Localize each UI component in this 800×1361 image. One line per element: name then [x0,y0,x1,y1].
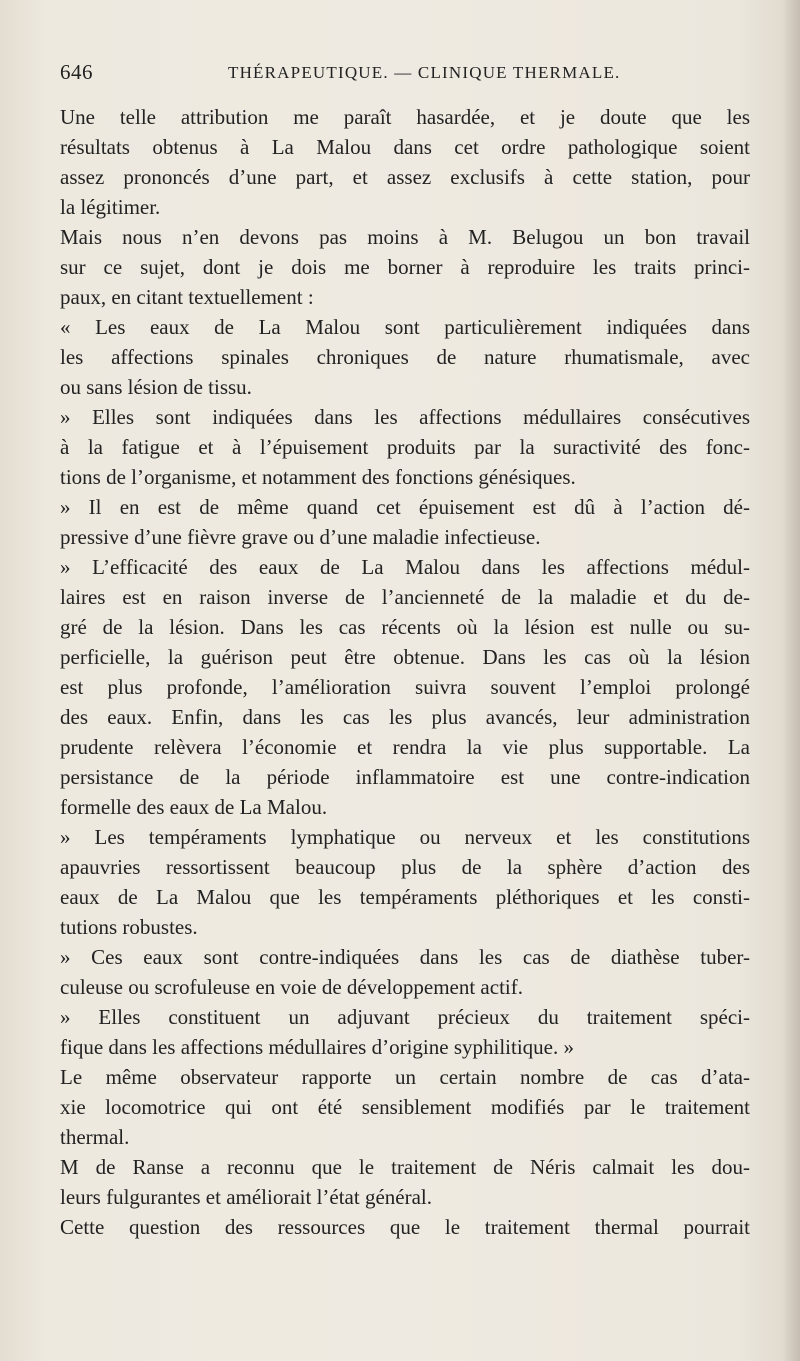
running-head: THÉRAPEUTIQUE. — CLINIQUE THERMALE. [228,63,621,82]
text-line: Le même observateur rapporte un certain nombre de cas d’ata- [60,1065,750,1089]
text-line: pressive d’une fièvre grave ou d’une maladie infectieuse. [60,525,541,549]
text-line: eaux de La Malou que les tempéraments pléthoriques et les consti- [60,885,750,909]
text-line: persistance de la période inflammatoire est une contre-indication [60,765,750,789]
text-line: assez prononcés d’une part, et assez exclusifs à cette station, pour [60,165,750,189]
body-text [60,102,750,1242]
text-line: résultats obtenus à La Malou dans cet ordre pathologique soient [60,135,750,159]
text-line: sur ce sujet, dont je dois me borner à reproduire les traits princi- [60,255,750,279]
text-line: » Il en est de même quand cet épuisement est dû à l’action dé- [60,495,750,519]
text-line: perficielle, la guérison peut être obtenue. Dans les cas où la lésion [60,645,750,669]
text-line: leurs fulgurantes et améliorait l’état général. [60,1185,433,1209]
text-line: Cette question des ressources que le traitement thermal pourrait [60,1215,750,1239]
text-line: » Ces eaux sont contre-indiquées dans les cas de diathèse tuber- [60,945,750,969]
page-header [60,60,740,88]
text-line: formelle des eaux de La Malou. [60,795,328,819]
text-line: Une telle attribution me paraît hasardée, et je doute que les [60,105,750,129]
text-line: paux, en citant textuellement : [60,285,314,309]
text-line: M de Ranse a reconnu que le traitement de Néris calmait les dou- [60,1155,750,1179]
text-line: à la fatigue et à l’épuisement produits par la suractivité des fonc- [60,435,750,459]
text-line: tions de l’organisme, et notamment des fonctions génésiques. [60,465,576,489]
text-line: » L’efficacité des eaux de La Malou dans les affections médul- [60,555,750,579]
text-line: ou sans lésion de tissu. [60,375,252,399]
text-line: » Elles sont indiquées dans les affections médullaires consécutives [60,405,750,429]
text-line: est plus profonde, l’amélioration suivra souvent l’emploi prolongé [60,675,750,699]
text-line: les affections spinales chroniques de nature rhumatismale, avec [60,345,750,369]
text-line: « Les eaux de La Malou sont particulièrement indiquées dans [60,315,750,339]
text-line: des eaux. Enfin, dans les cas les plus avancés, leur administration [60,705,750,729]
text-line: laires est en raison inverse de l’ancienneté de la maladie et du de- [60,585,750,609]
text-line: la légitimer. [60,195,161,219]
text-line: apauvries ressortissent beaucoup plus de la sphère d’action des [60,855,750,879]
text-line: gré de la lésion. Dans les cas récents où la lésion est nulle ou su- [60,615,750,639]
text-line: thermal. [60,1125,130,1149]
text-line: » Elles constituent un adjuvant précieux du traitement spéci- [60,1005,750,1029]
page-edge-shadow [782,0,800,1361]
text-line: prudente relèvera l’économie et rendra la vie plus supportable. La [60,735,750,759]
text-line: culeuse ou scrofuleuse en voie de développement actif. [60,975,523,999]
text-line: fique dans les affections médullaires d’origine syphilitique. » [60,1035,574,1059]
text-line: » Les tempéraments lymphatique ou nerveux et les constitutions [60,825,750,849]
text-line: Mais nous n’en devons pas moins à M. Belugou un bon travail [60,225,750,249]
text-line: tutions robustes. [60,915,198,939]
page-number: 646 [60,60,93,84]
text-line: xie locomotrice qui ont été sensiblement modifiés par le traitement [60,1095,750,1119]
